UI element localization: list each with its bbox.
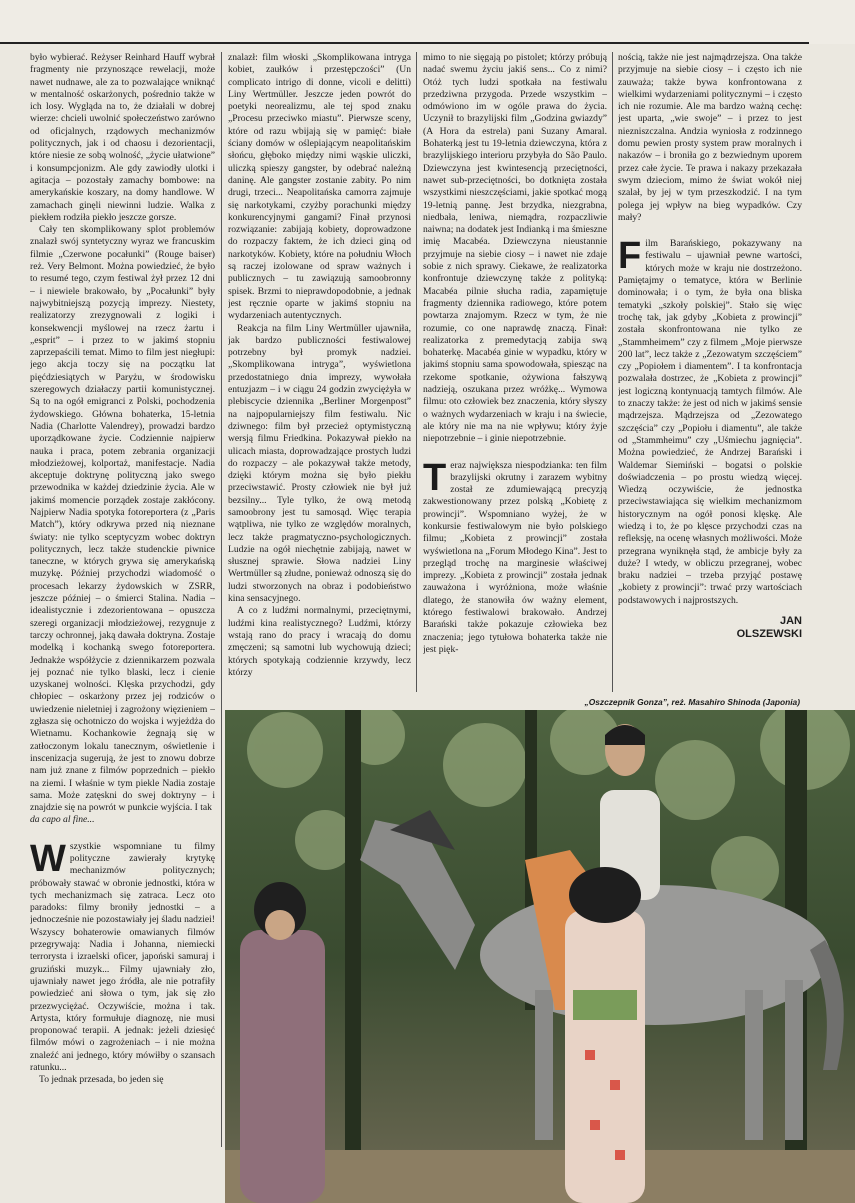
paragraph: nością, także nie jest najmądrzejsza. Ona także przyjmuje na siebie ciosy – i często ich nie zauważa; także bywa konfrontowana z wielkimi wydarzeniami politycznymi – i często ich nie rozumie. Ale ma bardzo ważną cechę: jest uparta, „wie swoje” – i przez to jest niezniszczalna. Andzia wyniosła z rodzinnego domu pewien prosty system praw moralnych i nakazów – i broniła go z bezwiednym uporem przez całe życie. Te prawa i nakazy przekazała swym dzieciom, mimo że świat wokół niej szalał, by jej w tym przeszkodzić. I na tym polega jej wpływ na bieg wypadków. Czy mały?: [618, 52, 802, 223]
paragraph: było wybierać. Reżyser Reinhard Hauff wybrał fragmenty nie przynoszące rewelacji, może nawet nudnawe, ale za to pozwalające wniknąć w mentalność oskarżonych, pośrednio także w ich losy. Wygląda na to, że działali w dobrej wierze: chcieli uwolnić społeczeństwo zarówno od oficjalnych, rządowych mechanizmów politycznych, jak i od chaosu i dezorientacji, które niesie ze sobą wolność, „życie ułatwione” i konsumpcjonizm. Ale gdy zawiodły ulotki i agitacja – pozostały zamachy bombowe: na amerykańskie koszary, na domy handlowe. W zamachach ginęli niewinni ludzie. Walka z piekłem rodziła piekło jeszcze gorsze.: [30, 52, 215, 223]
page-top-margin: [0, 0, 855, 44]
article-column-3: [423, 52, 607, 702]
author-last-name: OLSZEWSKI: [736, 628, 802, 641]
drop-cap: F: [618, 235, 642, 278]
top-rule: [0, 42, 809, 44]
article-column-4: [618, 52, 802, 702]
photo-caption: „Oszczepnik Gonza”, reż. Masahiro Shinoda (Japonia): [584, 697, 800, 707]
paragraph: Wszystkie wspomniane tu filmy polityczne zawierały krytykę mechanizmów politycznych; próbowały stawać w obronie jednostki, która w tych mechanizmach się zatraca. Lecz oto paradoks: filmy broniły jednostki – a jednocześnie nie pozostawiały jej śladu nadziei! Wszyscy bohaterowie omawianych filmów przegrywają: Nadia i Johanna, niemiecki terrorysta i izraelski oficer, japoński samuraj i gruziński muzyk... Filmy ujawniały zło, ujawniały nawet jego źródła, ale nie potrafiły powiedzieć ani słowa o tym, jak się zło przezwyciężać. Oczywiście, można i tak. Artysta, który formułuje diagnozę, nie musi proponować terapii. A jednak: jeżeli dziesięć filmów mówi o zagrożeniach – i nie można znaleźć ani jednego, który mówiłby o szansach ratunku...: [30, 837, 215, 1074]
film-still-photo: [225, 710, 855, 1203]
paragraph: To jednak przesada, bo jeden się: [39, 1074, 164, 1086]
drop-cap: W: [30, 837, 66, 880]
author-first-name: JAN: [779, 615, 802, 628]
paragraph: Teraz największa niespodzianka: ten film brazylijski okrutny i zarazem wybitny został ze zdumiewającą precyzją zakwestionowany przez polską „Kobietę z prowincji”. Wspomniano wyżej, że w konkursie festiwalowym nie było polskiego filmu; „Kobieta z prowincji” została wyświetlona na „Forum Młodego Kina”. Jest to przegląd trochę na marginesie właściwej imprezy. „Kobieta z prowincji” została jednak zauważona i wyróżniona, może właśnie dlatego, że stanowiła ów ważny element, którego festiwalowi brakowało. Andrzej Barański także pokazuje człowieka bez znaczenia; jego tytułowa bohaterka także nie jest pięk-: [423, 456, 607, 655]
article-column-2: [228, 52, 411, 702]
paragraph: A co z ludźmi normalnymi, przeciętnymi, ludźmi kina realistycznego? Ludźmi, którzy wstają rano do pracy i wracają do domu zmęczeni; są samotni lub wychowują dzieci; których spotykają codziennie krzywdy, lecz którzy: [228, 605, 411, 678]
paragraph: Cały ten skomplikowany splot problemów znalazł swój syntetyczny wyraz we francuskim filmie „Czerwone pocałunki” (Rouge baiser) reż. Very Belmont. Można powiedzieć, że było to resumé tego, czym festiwal żył przez 12 dni – i niewiele brakowało, by „Pocałunki” były najwybitniejszą pozycją imprezy. Niestety, realizatorzy zrezygnowali z logiki i konsekwencji myślowej na rzecz żartu i „esprit” – i przez to w jakimś stopniu zaprzepaścili temat. Mimo to film jest niegłupi: jego akcja toczy się na początku lat pięćdziesiątych w Paryżu, w środowisku szeregowych działaczy partii komunistycznej. Są to na ogół emigranci z Polski, pochodzenia żydowskiego. Główna bohaterka, 15-letnia Nadia (Charlotte Valendrey), prowadzi bardzo uporządkowane życie. Codziennie najpierw nauka i praca, potem zebrania organizacji młodzieżowej, kolportaż, manifestacje. Nadia akceptuje doktrynę polityczną jako swego przewodnika w każdej dziedzinie życia. Ale w jakimś momencie porządek zostaje zakłócony. Najpierw Nadia spotyka fotoreportera (z „Paris Match”), który odkrywa przed nią nieznane światy: nie tylko sceptycyzm wobec doktryn politycznych, lecz także studenckie piwnice taneczne, w których grywa się amerykańską muzykę. Później przychodzi wiadomość o procesach lekarzy żydowskich w ZSRR, jeszcze później – o śmierci Stalina. Nadia – idealistycznie i zdezorientowana – opuszcza szeregi organizacji młodzieżowej, rezygnuje z tarczy ochronnej, jaką dawała doktryna. Zostaje modelką i kochanką swego fotoreportera. Jednakże współżycie z dziennikarzem pozwala jej poznać nie tylko blaski, lecz i cienie uzyskanej wolności. Klęska przychodzi, gdy chłopiec – oskarżony przez jej rodziców o uwiedzenie nieletniej i zagrożony więzieniem – zgłasza się ochotniczo do wojska i wyjeżdża do Wietnamu. Kochankowie żegnają się w zatłoczonym lokalu tanecznym, oświetlenie i inscenizacja sugerują, że jest to znowu dobrze nam już znane z filmów poprzednich – piekło na ziemi. I właśnie w tym piekle Nadia zostaje sama. Może zatęskni do swej doktryny – i znajdzie się na powrót w punkcie wyjścia. I tak: [30, 224, 215, 814]
paragraph: mimo to nie sięgają po pistolet; którzy próbują nadać swemu życiu jakiś sens... Co z nimi? Otóż tych ludzi spotkała na festiwalu przedziwna przygoda. Przede wszystkim – odmówiono im w ogóle prawa do życia. Uczynił to brazylijski film „Godzina gwiazdy” (A Hora da estrela) pani Suzany Amaral. Bohaterką jest tu 19-letnia dziewczyna, która z brazylijskiego interioru przybyła do São Paulo. Dziewczyna jest kwintesencją przeciętności, nawet sub-przeciętności, bo dotknięta została wszystkimi nieszczęściami, jakie spotkać mogą 19-letnią pannę. Jest brzydka, niezgrabna, niedbała, leniwa, niemądra, rozpaczliwie naiwna; na dodatek jest Indianką i ma śmieszne imię Macabéa. Dziewczyna nieustannie przyjmuje na siebie ciosy – i nawet nie zdaje sobie z nich sprawy. Ciekawe, że realizatorka konfrontuje dziewczynę także z polityką: Macabéa pilnie słucha radia, zapamiętuje fragmenty dziennika radiowego, które potem powtarza znajomym. Rzecz w tym, że nie rozumie, co one naprawdę znaczą. Finał: realizatorka z premedytacją zabija swą bohaterkę. Macabéa ginie w wypadku, który w jakimś stopniu sama spowodowała, spiesząc na rzekome spotkanie, ożywiona fałszywą nadzieją, oszukana przez wróżkę... Wymowa filmu: oto człowiek bez znaczenia, który słyszy o ważnych wydarzeniach w kraju i na świecie, ale który nie ma na nie wpływu; który żyje niepotrzebnie – i ginie niepotrzebnie.: [423, 52, 607, 445]
woman-figure: [565, 867, 645, 1203]
article-column-1: [30, 52, 215, 1147]
column-divider-1: [221, 52, 222, 1147]
film-still-illustration: [225, 710, 855, 1203]
author-signature: [618, 615, 802, 641]
column-divider-2: [416, 52, 417, 692]
paragraph: da capo al fine...: [30, 814, 95, 826]
paragraph: znalazł: film włoski „Skomplikowana intryga kobiet, zaułków i przestępczości” (Un complicato intrigo di donne, vicoli e delitti) Liny Wertmüller. Jeszcze jeden powrót do poetyki neorealizmu, ale tej spod znaku „Procesu przeciwko miastu”. Pierwsze sceny, które od razu wbijają się w pamięć: białe ściany domów w oślepiającym neapolitańskim słońcu, głęboko między nimi wąskie uliczki, uliczką spieszy gangster, by odebrać należną daninę. Ale gangster zostanie zabity. Po nim drugi, trzeci... Neapolitańska camorra zajmuje się narkotykami, czyżby porachunki między konkurencyjnymi gangami? Finał przynosi rozwiązanie: zabijają kobiety, doprowadzone do rozpaczy faktem, że ich dzieci giną od narkotyków. Kobiety, które na południu Włoch są raczej izolowane od spraw ważnych i publicznych – tu zawiązują samoobronny spisek. Brzmi to nieprawdopodobnie, a jednak jest ręcznie oparte w jakimś stopniu na wydarzeniach autentycznych.: [228, 52, 411, 322]
column-divider-3: [612, 52, 613, 692]
paragraph: Film Barańskiego, pokazywany na festiwalu – ujawniał pewne wartości, których może w kraju nie dostrzeżono. Pamiętajmy o tematyce, która w Berlinie dominowała; i o tym, że była ona bliska tematyki „szkoły polskiej”. Stało się więc trochę tak, jak gdyby „Kobieta z prowincji” została skonfrontowana nie tylko ze „Stammheimem” czy z filmem „Moje pierwsze 200 lat”, lecz także z „Zezowatym szczęściem” czy „Popiołem i diamentem”. I ta konfrontacja pozwalała dostrzec, że „Kobieta z prowincji” jest logiczną kontynuacją tamtych filmów. Ale to znaczy także: że jest od nich w jakimś sensie mądrzejsza. Mądrzejsza od „Zezowatego szczęścia” czy „Popiołu i diamentu”, ale także od „Stammheimu” czy „Uśmiechu jagnięcia”. Można powiedzieć, że Andrzej Barański i Waldemar Siemiński – bogatsi o polskie doświadczenia – po prostu wiedzą więcej. Wiedzą oczywiście, że jednostka przeciwstawiająca się wielkim mechanizmom historycznym na ogół ponosi klęskę. Ale wiedzą i to, że po klęsce przychodzi czas na refleksję, na ocenę własnych możliwości. Może przegrana wyniknęła stąd, że ambicje były za duże? I wtedy, w obliczu przegranej, wobec braku nadziei – trzeba przyjąć postawę „kobiety z prowincji”: trwać przy wartościach podstawowych i najprostszych.: [618, 235, 802, 606]
drop-cap: T: [423, 456, 447, 499]
paragraph: Reakcja na film Liny Wertmüller ujawniła, jak bardzo publiczności festiwalowej potrzebny był promyk nadziei. „Skomplikowana intryga”, wyświetlona przedostatniego dnia imprezy, wywołała entuzjazm – i w ciągu 24 godzin zwyciężyła w plebiscycie dziennika „Berliner Morgenpost” na najpopularniejszy film festiwalu. Nic dziwnego: film był przecież optymistyczną wersją filmu Friedkina. Pokazywał piekło na ulicach miasta, doprowadzające prostych ludzi do rozpaczy – ale pokazywał także metody, dzięki którym można się było piekłu przeciwstawić. Prosty człowiek nie był już bezsilny... Tyle tylko, że ową metodą samoobrony jest tu samosąd. Więc terapia wątpliwa, nie tylko ze względów moralnych, lecz także pragmatyczno-psychologicznych. Ludzie na ogół niechętnie zabijają, nawet w słusznej sprawie. Słowa nadziei Liny Wertmüller są złudne, ponieważ odnoszą się do ludzi stworzonych na obraz i podobieństwo kina sensacyjnego.: [228, 322, 411, 605]
